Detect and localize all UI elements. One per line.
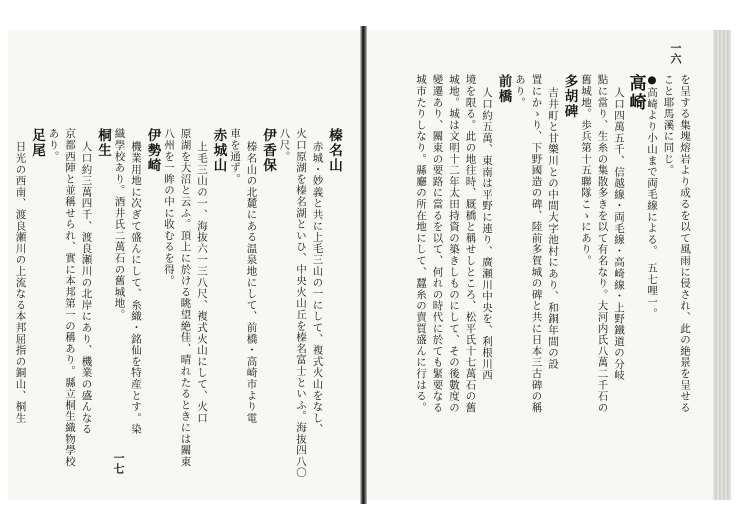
- section-heading: 榛名山: [326, 128, 342, 173]
- left-page-number: 一七: [112, 452, 125, 474]
- left-page: [8, 30, 360, 500]
- text-line: 變遷あり、關東の要路に當るを以て、何れの時代に於ても緊要なる: [431, 74, 444, 413]
- text-line: 原湖を大沼と云ふ。頂上に於ける眺望絶佳、晴れたるときには關東: [179, 128, 192, 467]
- right-page-number: 一六: [669, 42, 682, 64]
- text-line: 置にかゝり、下野國造の碑、陸前多賀城の碑と共に日本三古碑の稱: [530, 74, 543, 413]
- text-line: 榛名山の北麓にある温泉地にして、前橋・高崎市より電: [245, 140, 258, 424]
- text-line: こと耶馬溪に同じ。: [662, 74, 675, 176]
- text-line: 城地。城は文明十二年太田持資の築きしものにして、その後數度の: [448, 74, 460, 413]
- text-line: 舊城地。歩兵第十五聯隊こゝにあり。: [580, 74, 592, 267]
- text-line: 八尺。: [278, 128, 291, 162]
- text-line: 京都西陣と並稱せられ、實に本邦第一の稱あり。縣立桐生織物學校: [64, 128, 76, 467]
- text-line: 赤城・妙義と共に上毛三山の一にして、複式火山をなし、: [311, 140, 324, 435]
- text-line: 上毛三山の一、海抜六一三八尺、複式火山にして、火口: [196, 140, 208, 424]
- section-heading: 高崎: [625, 74, 646, 112]
- text-line: 境を限る。此の地往時、厩橋と稱せしところ、松平氏十七萬石の舊: [464, 74, 477, 413]
- text-line: 車を通ず。: [229, 128, 241, 185]
- section-heading: 赤城山: [210, 128, 227, 173]
- text-line: 吉井町と甘樂川との中間大字池村にあり、和銅年間の設: [547, 86, 559, 370]
- section-heading: 前橋: [495, 74, 512, 104]
- text-line: あり。: [47, 128, 60, 162]
- left-page-text: [14, 30, 342, 500]
- text-line: 機業用地に次ぎて盛んにして、糸織・銘仙を特産とす。染: [130, 140, 142, 435]
- right-page-text: [377, 30, 693, 500]
- text-line: ●高崎より小山まで両毛線による。 五七哩一。: [646, 74, 658, 319]
- section-heading: 足尾: [29, 128, 45, 158]
- book-gutter: [360, 26, 367, 504]
- text-line: 人口約五萬、東南は平野に連り、廣瀬川中央を、利根川西: [481, 86, 493, 381]
- text-line: 人口約三萬四千、渡良瀬川の北岸にあり、機業の盛んなる: [80, 140, 93, 435]
- text-line: 人口四萬五千、信越線・両毛線・高崎線・上野鐵道の分岐: [613, 86, 625, 381]
- text-line: 火口原湖を榛名湖といひ、中央火山丘を榛名富士といふ。海抜四八〇: [295, 128, 307, 479]
- section-heading: 多胡碑: [561, 74, 578, 119]
- text-line: あり。: [514, 74, 526, 108]
- right-page: [367, 30, 713, 500]
- text-line: 日光の西南、渡良瀬川の上流なる本邦屈指の銅山、桐生: [14, 140, 27, 424]
- text-line: 八州を一眸の中に收むるを得。: [163, 128, 175, 287]
- section-heading: 伊香保: [260, 128, 276, 173]
- text-line: 城市たりしなり。縣廳の所在地にして、蠶糸の賣買盛んに行はる。: [415, 74, 427, 413]
- page-edge-strip: [713, 30, 731, 500]
- section-heading: 桐生: [95, 128, 111, 158]
- text-line: を呈する集塊熔岩より成るを以て風雨に侵され、此の絶景を呈せる: [679, 74, 691, 413]
- text-line: 點に當り、生糸の集散多きを以て有名なり。大河内氏八萬二千石の: [596, 74, 609, 413]
- section-heading: 伊勢崎: [144, 128, 161, 173]
- text-line: 織學校あり。酒井氏二萬石の舊城地。: [113, 128, 126, 321]
